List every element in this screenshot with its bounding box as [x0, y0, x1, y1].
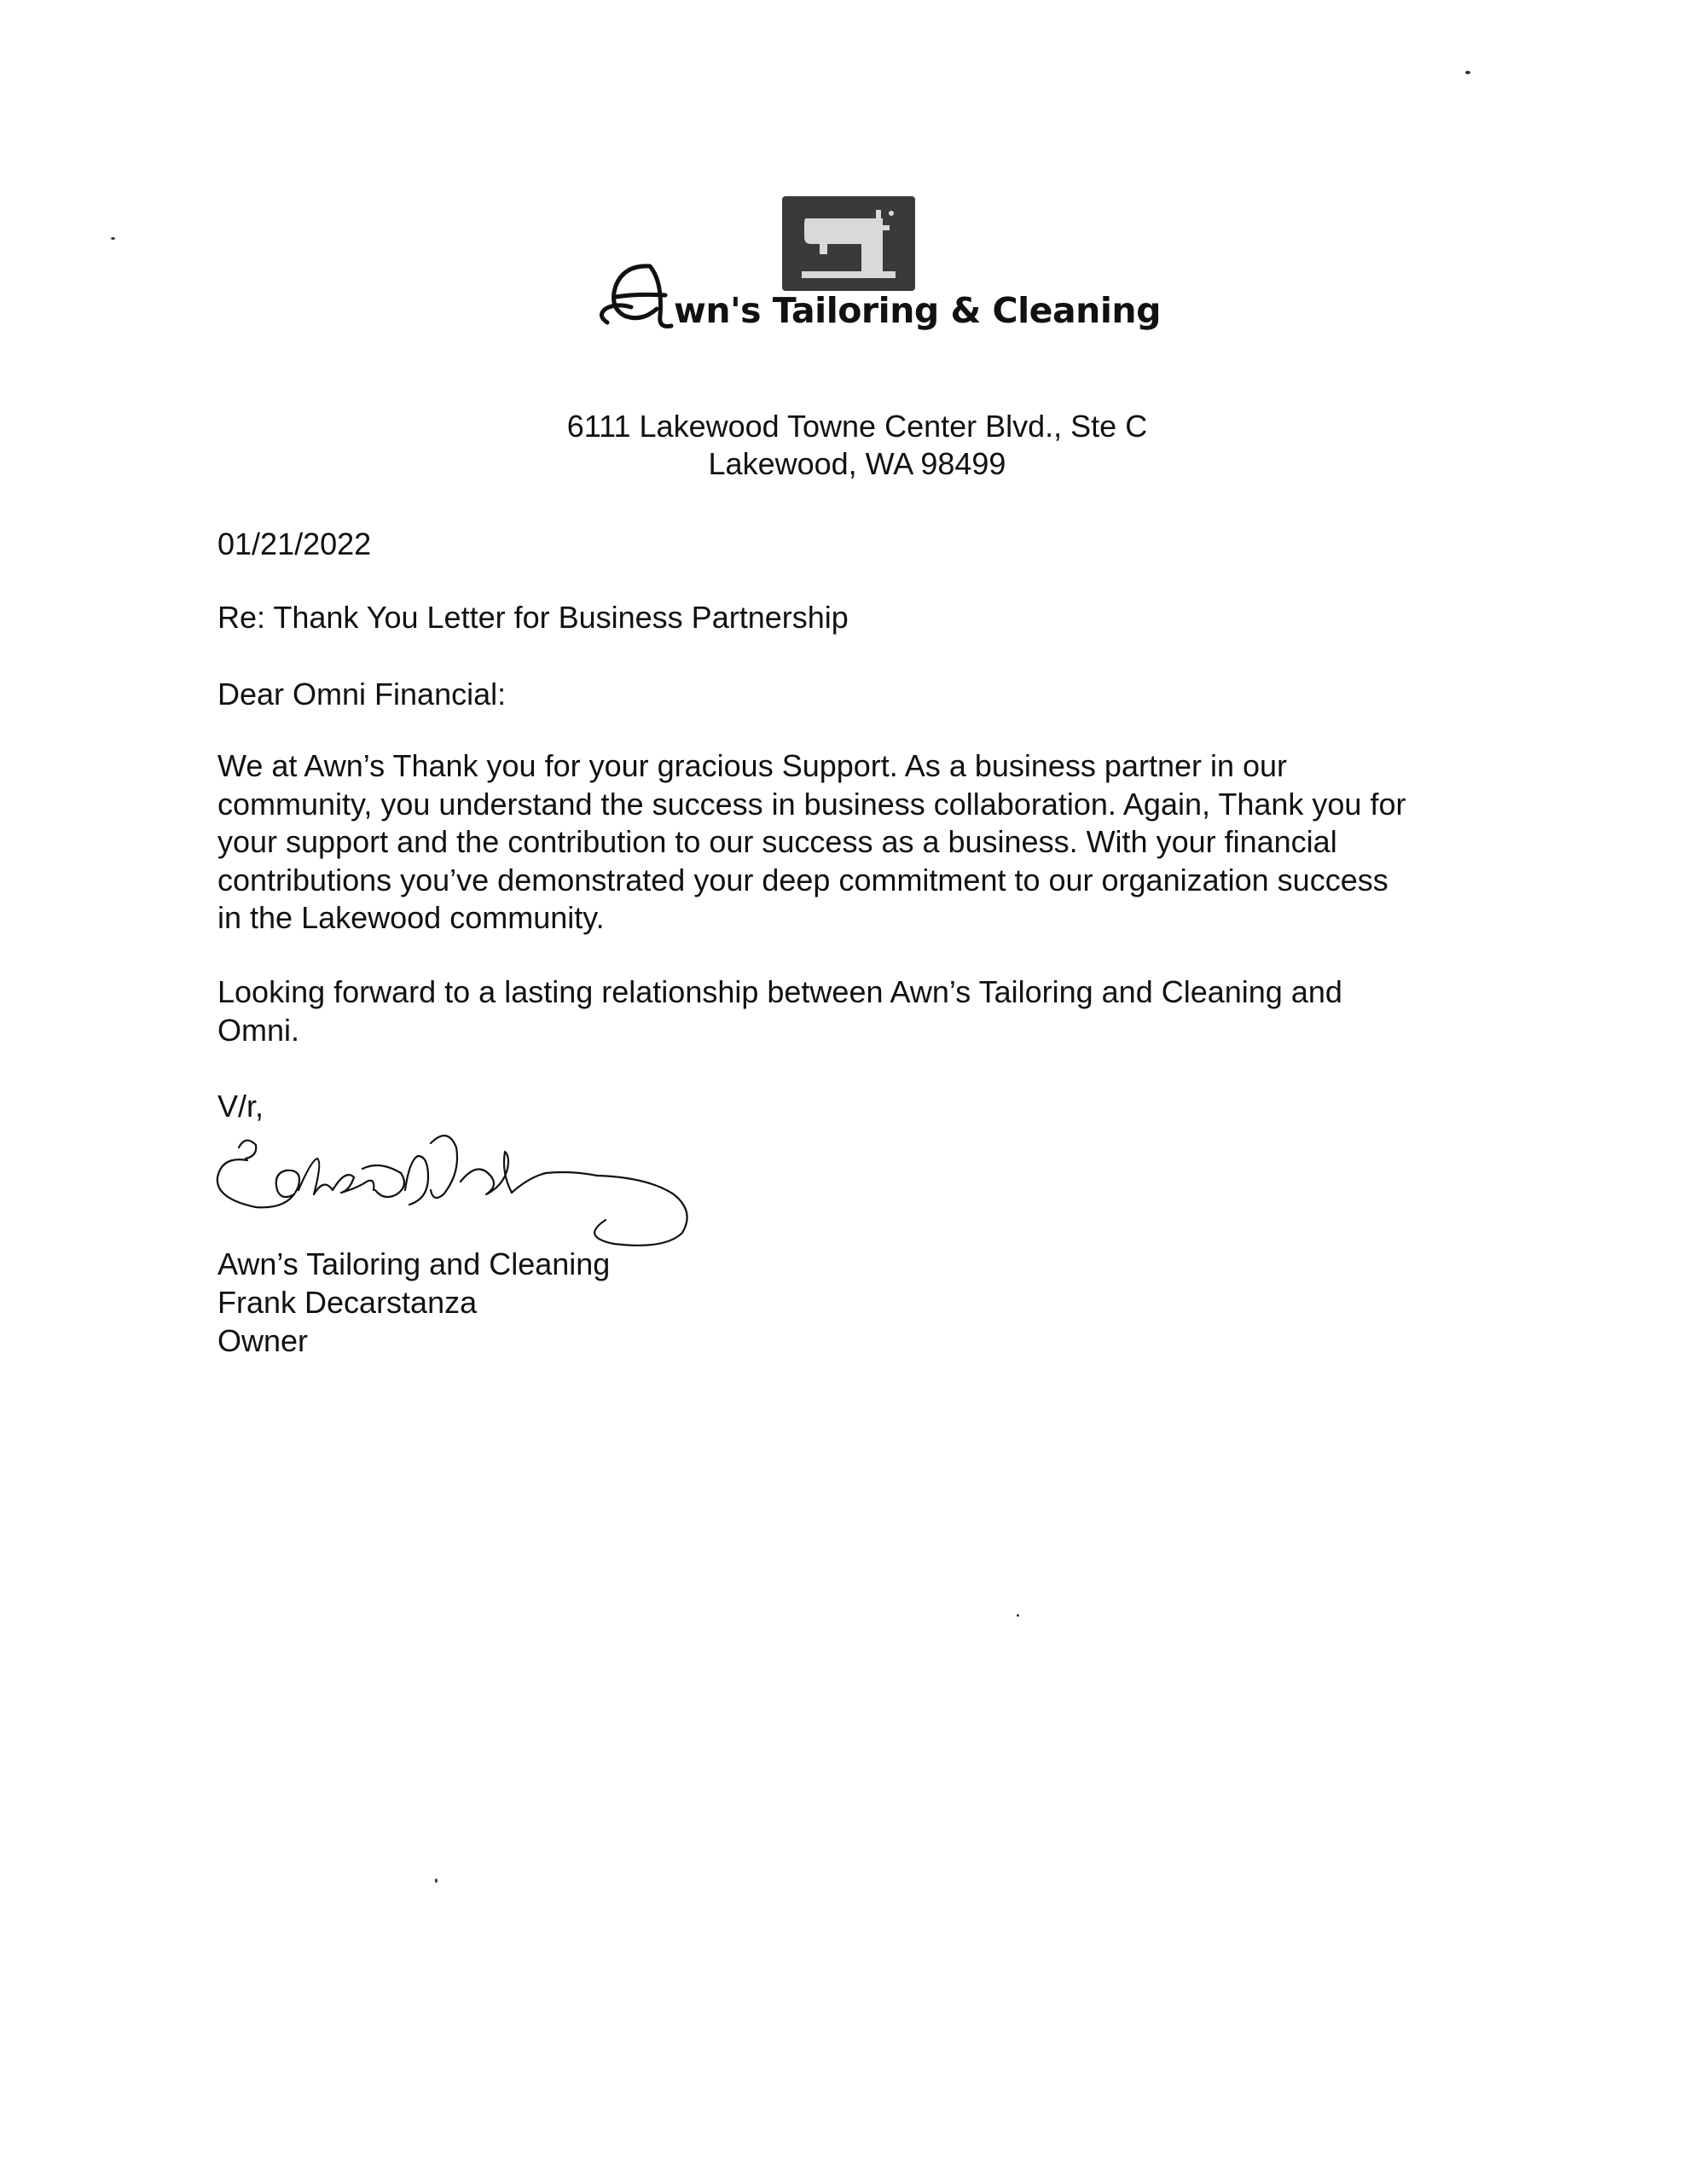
body-paragraph-2 — [217, 973, 1522, 1049]
signature-company: Awn’s Tailoring and Cleaning — [217, 1246, 611, 1281]
paragraph-2-line: Omni. — [217, 1012, 300, 1048]
paragraph-1-line: We at Awn’s Thank you for your gracious Support. As a business partner in our — [217, 748, 1288, 783]
body-paragraph-1 — [217, 747, 1522, 938]
signature-title: Owner — [217, 1323, 309, 1358]
letter-salutation: Dear Omni Financial: — [217, 677, 507, 712]
scan-speck — [1017, 1614, 1019, 1617]
letter-date: 01/21/2022 — [217, 526, 372, 561]
paragraph-1-line: contributions you’ve demonstrated your deep commitment to our organization success — [217, 862, 1388, 897]
paragraph-2-line: Looking forward to a lasting relationship between Awn’s Tailoring and Cleaning and — [217, 974, 1342, 1009]
handwritten-signature — [205, 1109, 751, 1254]
scan-speck — [111, 237, 115, 240]
letter-subject: Re: Thank You Letter for Business Partnership — [217, 600, 849, 635]
scan-speck — [1465, 71, 1470, 74]
company-address — [512, 408, 1203, 483]
paragraph-1-line: your support and the contribution to our success as a business. With your financial — [217, 824, 1337, 859]
address-line-2: Lakewood, WA 98499 — [708, 446, 1006, 481]
logo-script-a-icon — [590, 256, 684, 341]
paragraph-1-line: in the Lakewood community. — [217, 900, 605, 935]
paragraph-1-line: community, you understand the success in business collaboration. Again, Thank you for — [217, 786, 1406, 822]
letter-closing: V/r, — [217, 1089, 264, 1124]
company-logo-text: wn's Tailoring & Cleaning — [674, 290, 1161, 331]
scan-speck — [435, 1879, 438, 1883]
sewing-machine-logo-icon — [780, 195, 917, 293]
address-line-1: 6111 Lakewood Towne Center Blvd., Ste C — [566, 409, 1148, 444]
signature-name: Frank Decarstanza — [217, 1285, 478, 1320]
